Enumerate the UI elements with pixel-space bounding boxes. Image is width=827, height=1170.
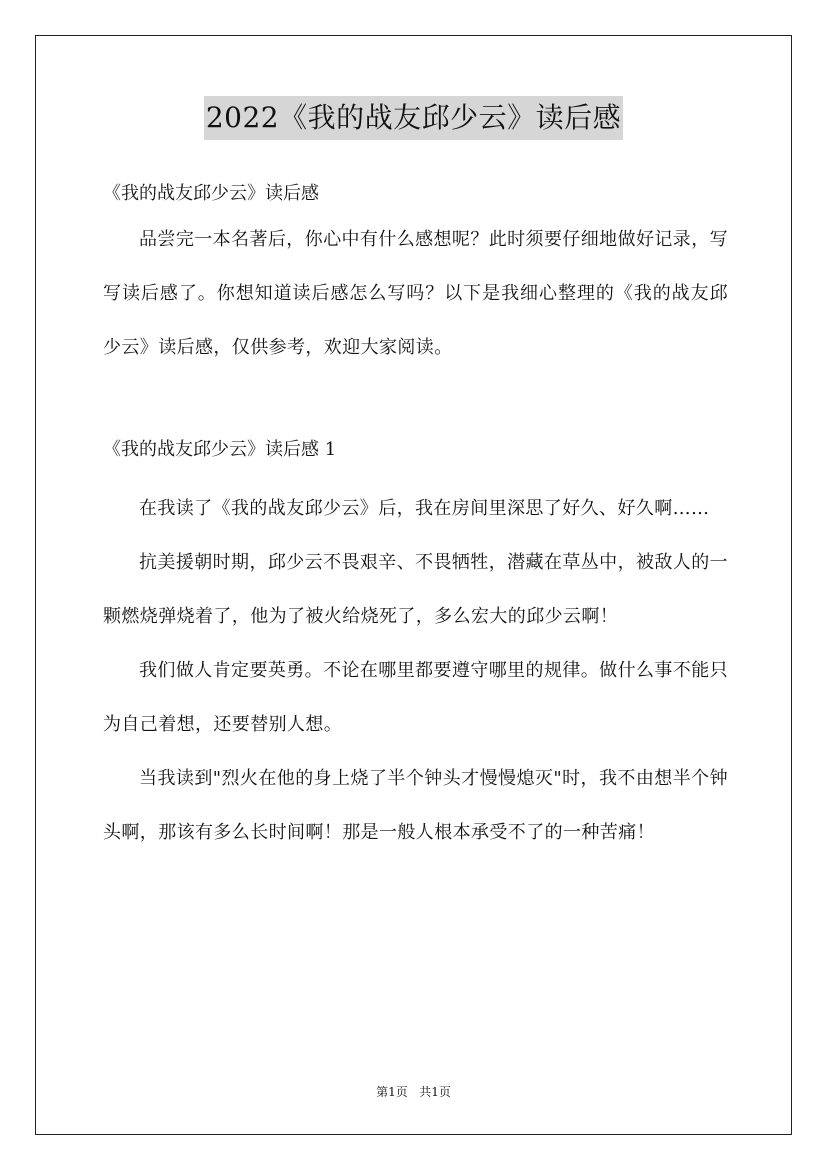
page-total: 共1页 — [419, 1085, 451, 1099]
heading-spacer — [103, 465, 728, 482]
page-number: 第1页 — [376, 1085, 408, 1099]
body-paragraph-1: 在我读了《我的战友邱少云》后，我在房间里深思了好久、好久啊…… — [139, 498, 710, 519]
footer-separator — [408, 1085, 419, 1099]
document-title: 2022《我的战友邱少云》读后感 — [204, 96, 623, 140]
section-heading: 《我的战友邱少云》读后感 1 — [103, 439, 337, 460]
document-body — [103, 175, 728, 860]
section-spacer — [103, 375, 728, 435]
body-paragraph-4: 当我读到"烈火在他的身上烧了半个钟头才慢慢熄灭"时，我不由想半个钟头啊，那该有多么长时间啊！那是一般人根本承受不了的一种苦痛！ — [103, 768, 728, 843]
document-subtitle: 《我的战友邱少云》读后感 — [103, 183, 319, 204]
page-footer — [0, 1083, 827, 1101]
body-paragraph-3: 我们做人肯定要英勇。不论在哪里都要遵守哪里的规律。做什么事不能只为自己着想，还要替别人想。 — [103, 660, 728, 735]
title-container — [0, 96, 827, 140]
body-paragraph-2: 抗美援朝时期，邱少云不畏艰辛、不畏牺牲，潜藏在草丛中，被敌人的一颗燃烧弹烧着了，他为了被火给烧死了，多么宏大的邱少云啊！ — [103, 552, 728, 627]
intro-paragraph: 品尝完一本名著后，你心中有什么感想呢？此时须要仔细地做好记录，写写读后感了。你想知道读后感怎么写吗？以下是我细心整理的《我的战友邱少云》读后感，仅供参考，欢迎大家阅读。 — [103, 229, 728, 358]
